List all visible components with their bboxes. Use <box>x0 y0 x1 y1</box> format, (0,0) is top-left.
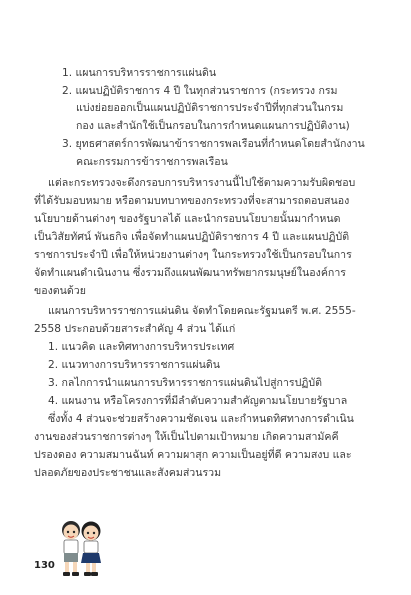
list-item-3: 3. ยุทธศาสตร์การพัฒนาข้าราชการพลเรือนที่กำหนดโดยสำนักงาน <box>62 138 365 150</box>
paragraph-line: ที่ได้รับมอบหมาย หรือตามบทบาทของกระทรวงที่จะสามารถตอบสนอง <box>34 195 350 207</box>
list-item-3-continued: คณะกรรมการข้าราชการพลเรือน <box>76 156 228 168</box>
paragraph-line: แผนการบริหารราชการแผ่นดิน จัดทำโดยคณะรัฐมนตรี พ.ศ. 2555- <box>48 305 356 317</box>
list-item-1: 1. แผนการบริหารราชการแผ่นดิน <box>62 67 217 79</box>
list-item-1: 1. แนวคิด และทิศทางการบริหารประเทศ <box>48 341 235 353</box>
paragraph-line: จัดทำแผนดำเนินงาน ซึ่งรวมถึงแผนพัฒนาทรัพยากรมนุษย์ในองค์การ <box>34 267 346 279</box>
paragraph-line: ซึ่งทั้ง 4 ส่วนจะช่วยสร้างความชัดเจน และกำหนดทิศทางการดำเนิน <box>48 413 354 425</box>
list-item-2-continued: กอง และสำนักใช้เป็นกรอบในการกำหนดแผนการปฏิบัติงาน) <box>76 120 350 132</box>
paragraph-line: ปลอดภัยของประชาชนและสังคมส่วนรวม <box>34 467 222 479</box>
list-item-2: 2. แผนปฏิบัติราชการ 4 ปี ในทุกส่วนราชการ (กระทรวง กรม <box>62 85 338 97</box>
list-item-4: 4. แผนงาน หรือโครงการที่มีลำดับความสำคัญตามนโยบายรัฐบาล <box>48 395 348 407</box>
paragraph-line: นโยบายด้านต่างๆ ของรัฐบาลได้ และนำกรอบนโยบายนั้นมากำหนด <box>34 213 341 225</box>
list-item-3: 3. กลไกการนำแผนการบริหารราชการแผ่นดินไปสู่การปฏิบัติ <box>48 377 323 389</box>
paragraph-line: เป็นวิสัยทัศน์ พันธกิจ เพื่อจัดทำแผนปฏิบัติราชการ 4 ปี และแผนปฏิบัติ <box>34 231 350 243</box>
paragraph-line: แต่ละกระทรวงจะดึงกรอบการบริหารงานนี้ไปใช้ตามความรับผิดชอบ <box>48 177 356 189</box>
paragraph-line: 2558 ประกอบด้วยสาระสำคัญ 4 ส่วน ได้แก่ <box>34 323 236 335</box>
paragraph-line: ปรองดอง ความสมานฉันท์ ความผาสุก ความเป็นอยู่ที่ดี ความสงบ และ <box>34 449 352 461</box>
paragraph-line: ของตนด้วย <box>34 285 86 297</box>
list-item-2-continued: แบ่งย่อยออกเป็นแผนปฏิบัติราชการประจำปีที่ทุกส่วนในกรม <box>76 102 344 114</box>
paragraph-line: ราชการประจำปี เพื่อให้หน่วยงานต่างๆ ในกระทรวงใช้เป็นกรอบในการ <box>34 249 352 261</box>
list-item-2: 2. แนวทางการบริหารราชการแผ่นดิน <box>48 359 220 371</box>
page-number: 130 <box>34 560 55 571</box>
paragraph-line: งานของส่วนราชการต่างๆ ให้เป็นไปตามเป้าหมาย เกิดความสามัคคี <box>34 431 339 443</box>
student-mascots-icon <box>58 516 104 578</box>
